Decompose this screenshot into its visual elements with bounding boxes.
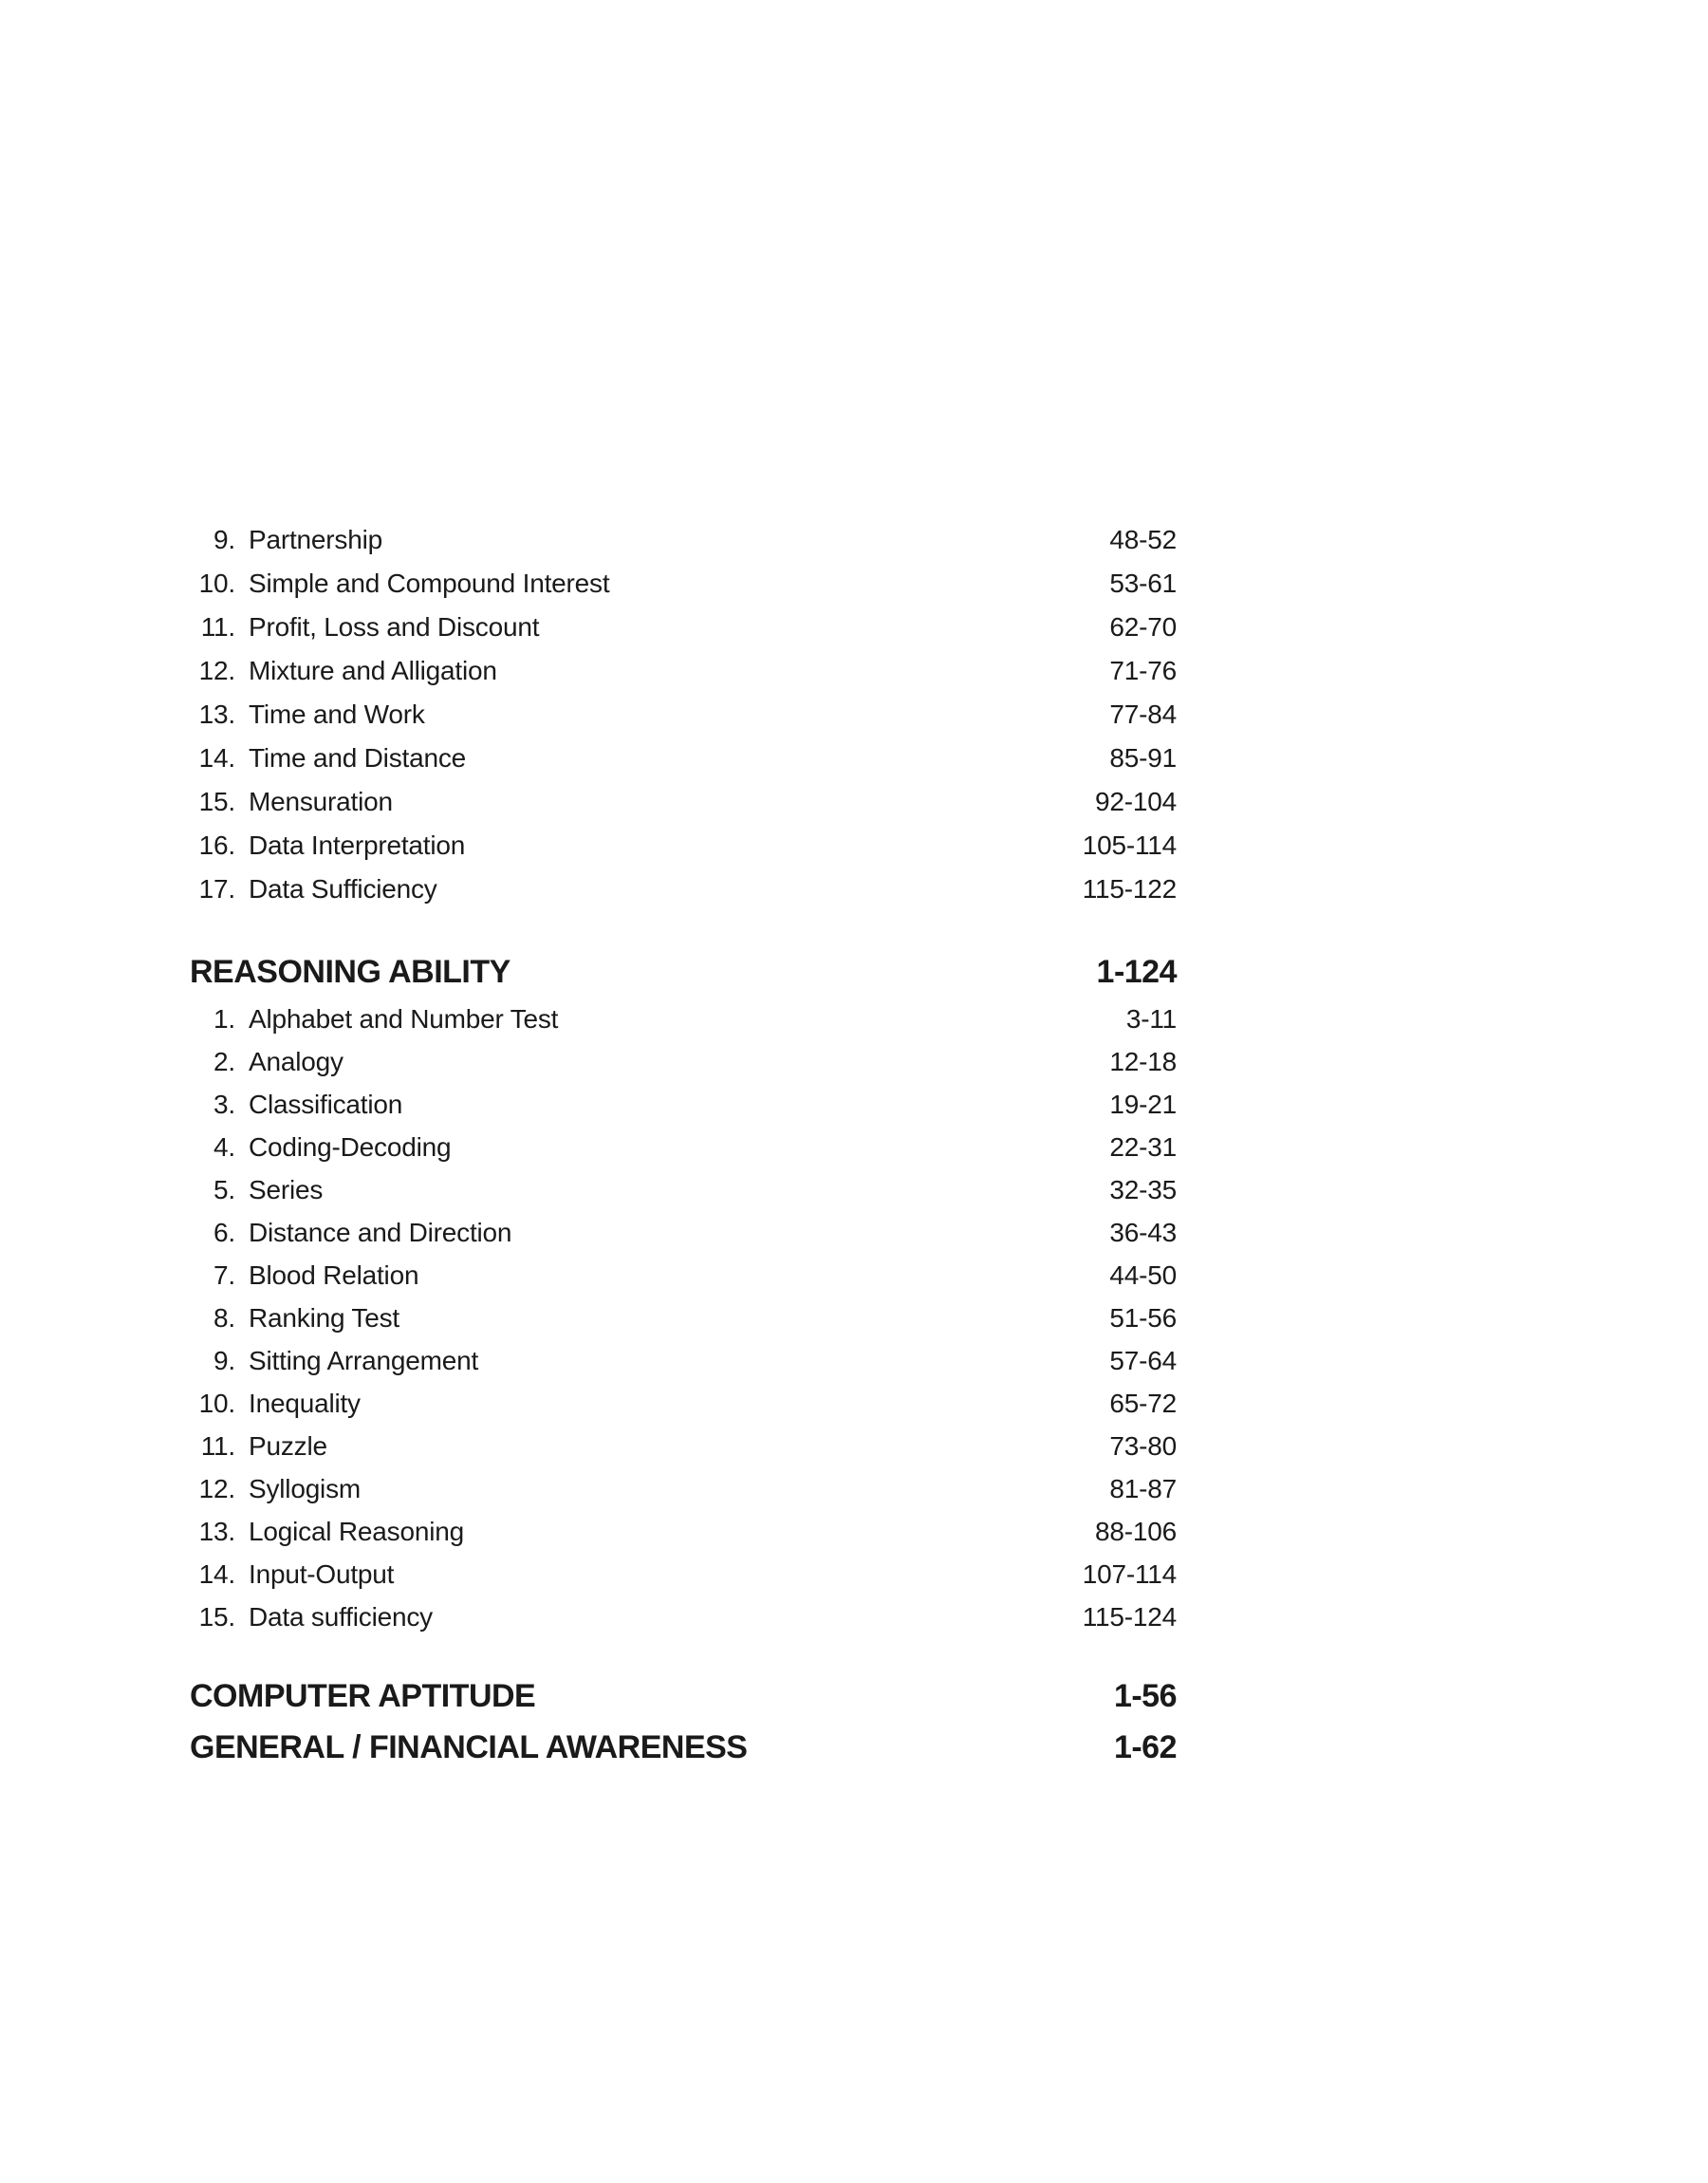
chapter-pages: 44-50 bbox=[1109, 1260, 1177, 1290]
chapter-pages: 115-124 bbox=[1082, 1602, 1177, 1632]
chapter-number: 14. bbox=[198, 743, 235, 773]
toc-entry bbox=[190, 1168, 1177, 1211]
chapter-number: 1. bbox=[214, 1004, 235, 1034]
chapter-number: 16. bbox=[198, 830, 235, 860]
chapter-number: 11. bbox=[200, 612, 235, 642]
toc-entry bbox=[190, 868, 1177, 911]
toc-entry bbox=[190, 1126, 1177, 1168]
chapter-number: 14. bbox=[198, 1559, 235, 1589]
chapter-title: Logical Reasoning bbox=[249, 1517, 464, 1546]
section-pages: 1-56 bbox=[1113, 1678, 1177, 1714]
chapter-number: 17. bbox=[198, 874, 235, 904]
chapter-pages: 88-106 bbox=[1095, 1517, 1177, 1546]
chapter-pages: 105-114 bbox=[1082, 830, 1177, 860]
toc-entry bbox=[190, 1510, 1177, 1553]
chapter-number: 6. bbox=[214, 1218, 235, 1247]
section-computer-aptitude bbox=[190, 1670, 1177, 1722]
toc-entry bbox=[190, 1040, 1177, 1083]
chapter-title: Series bbox=[249, 1175, 324, 1204]
chapter-pages: 62-70 bbox=[1109, 612, 1177, 642]
toc-entry bbox=[190, 562, 1177, 606]
chapter-pages: 32-35 bbox=[1109, 1175, 1177, 1204]
section-title: GENERAL / FINANCIAL AWARENESS bbox=[190, 1729, 748, 1765]
chapter-pages: 51-56 bbox=[1109, 1303, 1177, 1333]
chapter-pages: 48-52 bbox=[1109, 525, 1177, 554]
toc-entry bbox=[190, 1595, 1177, 1638]
chapter-pages: 77-84 bbox=[1109, 700, 1177, 729]
chapter-number: 3. bbox=[214, 1090, 235, 1119]
chapter-pages: 81-87 bbox=[1109, 1474, 1177, 1503]
toc-entry bbox=[190, 1297, 1177, 1339]
chapter-title: Sitting Arrangement bbox=[249, 1346, 479, 1375]
chapter-title: Time and Distance bbox=[249, 743, 466, 773]
chapter-number: 2. bbox=[214, 1047, 235, 1076]
chapter-number: 11. bbox=[200, 1431, 235, 1461]
chapter-title: Syllogism bbox=[249, 1474, 362, 1503]
toc-entry bbox=[190, 1254, 1177, 1297]
toc-entry bbox=[190, 606, 1177, 649]
chapter-title: Simple and Compound Interest bbox=[249, 569, 610, 598]
chapter-title: Data Sufficiency bbox=[249, 874, 437, 904]
chapter-title: Data Interpretation bbox=[249, 830, 466, 860]
chapter-number: 12. bbox=[198, 656, 235, 685]
chapter-title: Alphabet and Number Test bbox=[249, 1004, 559, 1034]
toc-entry bbox=[190, 1553, 1177, 1595]
chapter-pages: 22-31 bbox=[1109, 1132, 1177, 1162]
chapter-number: 9. bbox=[214, 525, 235, 554]
section-pages: 1-124 bbox=[1096, 954, 1177, 990]
chapter-pages: 19-21 bbox=[1109, 1090, 1177, 1119]
toc-entry bbox=[190, 824, 1177, 868]
chapter-title: Input-Output bbox=[249, 1559, 395, 1589]
chapter-number: 13. bbox=[198, 1517, 235, 1546]
chapter-title: Mixture and Alligation bbox=[249, 656, 497, 685]
section-title: REASONING ABILITY bbox=[190, 954, 511, 990]
chapter-title: Analogy bbox=[249, 1047, 343, 1076]
toc-entry bbox=[190, 1382, 1177, 1425]
toc-entry bbox=[190, 1467, 1177, 1510]
chapter-title: Puzzle bbox=[249, 1431, 327, 1461]
section-general-financial-awareness bbox=[190, 1722, 1177, 1773]
chapter-pages: 71-76 bbox=[1109, 656, 1177, 685]
chapter-title: Distance and Direction bbox=[249, 1218, 512, 1247]
chapter-title: Data sufficiency bbox=[249, 1602, 433, 1632]
chapter-number: 12. bbox=[198, 1474, 235, 1503]
chapter-pages: 53-61 bbox=[1109, 569, 1177, 598]
chapter-number: 7. bbox=[214, 1260, 235, 1290]
toc-entry bbox=[190, 780, 1177, 824]
chapter-pages: 85-91 bbox=[1109, 743, 1177, 773]
chapter-number: 13. bbox=[198, 700, 235, 729]
toc-entry bbox=[190, 649, 1177, 693]
chapter-number: 8. bbox=[214, 1303, 235, 1333]
chapter-title: Blood Relation bbox=[249, 1260, 419, 1290]
chapter-pages: 73-80 bbox=[1109, 1431, 1177, 1461]
chapter-title: Profit, Loss and Discount bbox=[249, 612, 540, 642]
chapter-number: 10. bbox=[198, 1389, 235, 1418]
chapter-pages: 115-122 bbox=[1082, 874, 1177, 904]
toc-entry bbox=[190, 518, 1177, 562]
chapter-title: Coding-Decoding bbox=[249, 1132, 452, 1162]
chapter-title: Ranking Test bbox=[249, 1303, 399, 1333]
chapter-title: Mensuration bbox=[249, 787, 393, 816]
section-reasoning-ability bbox=[190, 946, 1177, 998]
chapter-number: 15. bbox=[198, 787, 235, 816]
chapter-number: 15. bbox=[198, 1602, 235, 1632]
chapter-number: 9. bbox=[214, 1346, 235, 1375]
chapter-pages: 65-72 bbox=[1109, 1389, 1177, 1418]
quant-chapter-list bbox=[190, 518, 1177, 911]
chapter-pages: 57-64 bbox=[1109, 1346, 1177, 1375]
toc-entry bbox=[190, 1339, 1177, 1382]
chapter-pages: 92-104 bbox=[1095, 787, 1177, 816]
toc-entry bbox=[190, 737, 1177, 780]
chapter-pages: 36-43 bbox=[1109, 1218, 1177, 1247]
chapter-title: Time and Work bbox=[249, 700, 425, 729]
chapter-title: Classification bbox=[249, 1090, 403, 1119]
chapter-pages: 12-18 bbox=[1109, 1047, 1177, 1076]
chapter-title: Partnership bbox=[249, 525, 382, 554]
toc-entry bbox=[190, 1425, 1177, 1467]
chapter-pages: 107-114 bbox=[1082, 1559, 1177, 1589]
section-title: COMPUTER APTITUDE bbox=[190, 1678, 536, 1714]
toc-entry bbox=[190, 998, 1177, 1040]
chapter-pages: 3-11 bbox=[1125, 1004, 1177, 1034]
chapter-title: Inequality bbox=[249, 1389, 361, 1418]
toc-entry bbox=[190, 1211, 1177, 1254]
section-pages: 1-62 bbox=[1113, 1729, 1177, 1765]
chapter-number: 4. bbox=[214, 1132, 235, 1162]
reasoning-chapter-list bbox=[190, 998, 1177, 1638]
chapter-number: 10. bbox=[198, 569, 235, 598]
chapter-number: 5. bbox=[214, 1175, 235, 1204]
toc-entry bbox=[190, 693, 1177, 737]
toc-entry bbox=[190, 1083, 1177, 1126]
